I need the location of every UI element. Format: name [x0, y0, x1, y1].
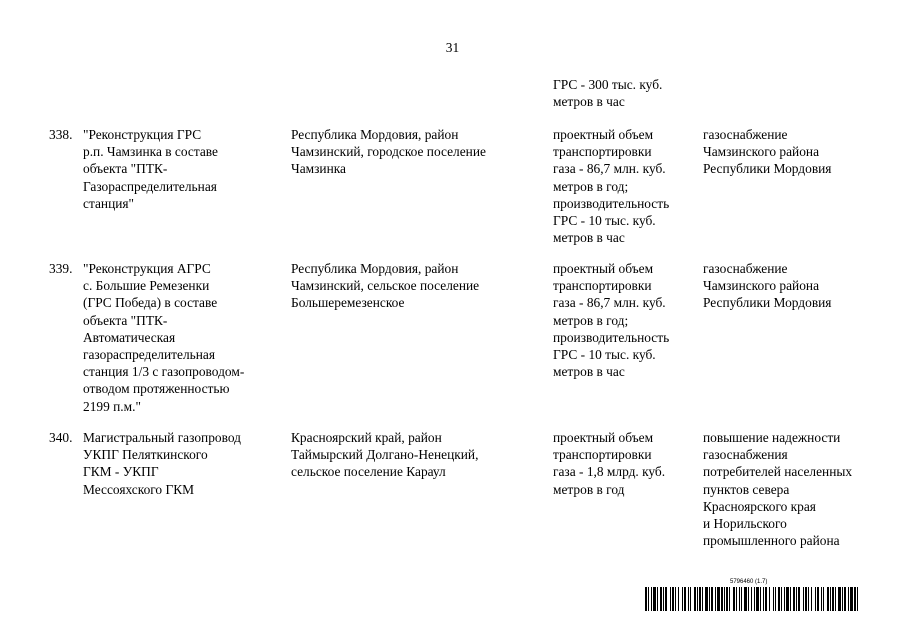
barcode-bar	[645, 587, 647, 611]
object-name: "Реконструкция АГРС с. Большие Ремезенки (ГРС Победа) в составе объекта "ПТК- Автоматическая газораспределительная станция 1/3 с газопроводом- отводом протяженностью 2199 п.м."	[83, 261, 245, 414]
barcode-bar	[786, 587, 789, 611]
barcode-bar	[760, 587, 761, 611]
barcode-bar	[808, 587, 809, 611]
barcode-bar	[769, 587, 770, 611]
barcode-bar	[678, 587, 679, 611]
page-number: 31	[445, 40, 460, 55]
barcode-bar	[711, 587, 713, 611]
barcode-bar	[705, 587, 708, 611]
barcode-bar	[790, 587, 791, 611]
object-characteristics: проектный объем транспортировки газа - 1,8 млрд. куб. метров в год	[553, 430, 666, 497]
barcode-bar	[827, 587, 829, 611]
barcode-bar	[778, 587, 780, 611]
barcode-bar	[699, 587, 701, 611]
barcode-bar	[684, 587, 686, 611]
barcode-bar	[741, 587, 742, 611]
object-characteristics: проектный объем транспортировки газа - 86,7 млн. куб. метров в год; производительность ГРС - 10 тыс. куб. метров в час	[553, 127, 670, 246]
barcode-bar	[796, 587, 797, 611]
barcode-bar	[848, 587, 849, 611]
barcode-bar	[663, 587, 664, 611]
barcode-bar	[830, 587, 831, 611]
object-purpose: повышение надежности газоснабжения потребителей населенных пунктов севера Красноярского края и Норильского промышленного района	[703, 430, 853, 549]
barcode-bar	[803, 587, 804, 611]
barcode-bar	[821, 587, 822, 611]
barcode-bar	[675, 587, 676, 611]
barcode-bar	[781, 587, 782, 611]
barcode-bar	[709, 587, 710, 611]
barcode-bar	[736, 587, 737, 611]
barcode-bar	[798, 587, 800, 611]
barcode-bar	[823, 587, 824, 611]
barcode-bar	[850, 587, 853, 611]
object-location: Республика Мордовия, район Чамзинский, городское поселение Чамзинка	[291, 127, 486, 177]
object-location: Красноярский край, район Таймырский Долгано-Ненецкий, сельское поселение Караул	[291, 430, 479, 480]
barcode-bar	[811, 587, 812, 611]
barcode-bar	[653, 587, 656, 611]
barcode-bar	[832, 587, 834, 611]
barcode-bar	[857, 587, 858, 611]
barcode-bar	[756, 587, 759, 611]
barcode-bar	[775, 587, 776, 611]
barcode-bar	[702, 587, 703, 611]
barcode-bar	[733, 587, 735, 611]
barcode-bar	[665, 587, 667, 611]
barcode-bar	[715, 587, 716, 611]
barcode-bar	[724, 587, 725, 611]
barcode-bar	[697, 587, 698, 611]
object-purpose: газоснабжение Чамзинского района Республики Мордовия	[703, 127, 832, 177]
barcode-bar	[651, 587, 652, 611]
barcode-bar	[744, 587, 747, 611]
barcode-bar	[773, 587, 774, 611]
barcode-bar	[690, 587, 691, 611]
barcode-bar	[844, 587, 846, 611]
barcode-bar	[793, 587, 795, 611]
object-purpose: газоснабжение Чамзинского района Республики Мордовия	[703, 261, 832, 311]
object-location: Республика Мордовия, район Чамзинский, сельское поселение Большеремезенское	[291, 261, 480, 311]
barcode-bar	[717, 587, 720, 611]
barcode-bar	[765, 587, 767, 611]
object-characteristics: проектный объем транспортировки газа - 86,7 млн. куб. метров в год; производительность ГРС - 10 тыс. куб. метров в час	[553, 261, 670, 380]
row-number: 340.	[49, 430, 73, 445]
barcode-bar	[660, 587, 662, 611]
barcode-bar	[784, 587, 785, 611]
barcode-bar	[748, 587, 749, 611]
barcode-bar	[842, 587, 843, 611]
continuation-characteristics: ГРС - 300 тыс. куб. метров в час	[553, 77, 663, 110]
barcode-bar	[682, 587, 683, 611]
barcode-bar	[763, 587, 764, 611]
row-number: 339.	[49, 261, 73, 276]
barcode-bar	[657, 587, 658, 611]
barcode-bar	[805, 587, 807, 611]
barcode-bar	[835, 587, 836, 611]
barcode-bar	[694, 587, 696, 611]
row-number: 338.	[49, 127, 73, 142]
barcode-label: 5796460 (1.7)	[730, 579, 768, 585]
barcode-bar	[688, 587, 689, 611]
barcode-bar	[754, 587, 755, 611]
barcode-bar	[670, 587, 671, 611]
barcode-bar	[672, 587, 674, 611]
barcode-bar	[721, 587, 723, 611]
barcode-bar	[817, 587, 819, 611]
barcode-bar	[751, 587, 752, 611]
barcode-bar	[815, 587, 816, 611]
object-name: "Реконструкция ГРС р.п. Чамзинка в составе объекта "ПТК- Газораспределительная станция"	[83, 127, 218, 211]
barcode-bar	[729, 587, 730, 611]
object-name: Магистральный газопровод УКПГ Пеляткинского ГКМ - УКПГ Мессояхского ГКМ	[83, 430, 241, 497]
barcode-bar	[838, 587, 841, 611]
barcode-bar	[648, 587, 649, 611]
barcode	[645, 587, 858, 611]
barcode-bar	[854, 587, 856, 611]
barcode-bar	[726, 587, 728, 611]
barcode-bar	[739, 587, 740, 611]
